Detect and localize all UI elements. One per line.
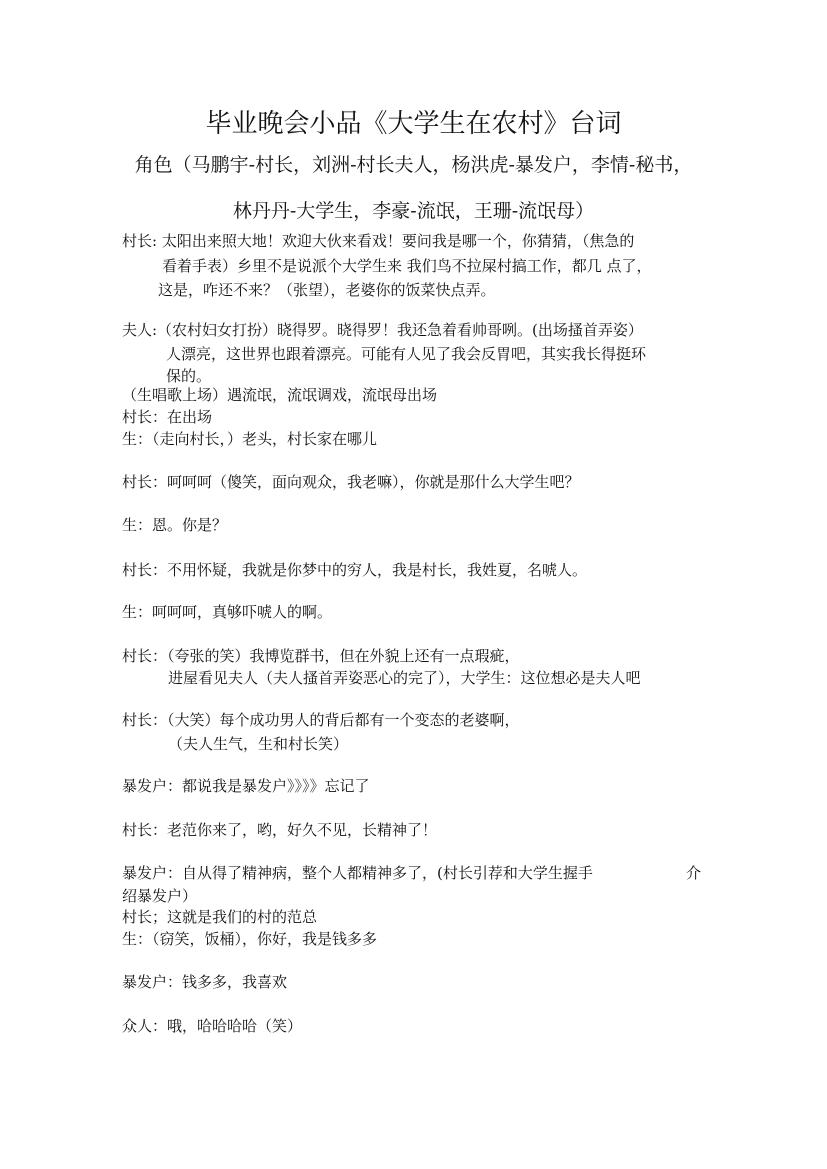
script-line: 村长：在出场 [122, 408, 213, 426]
script-line: 生：（走向村长，）老头，村长家在哪儿 [122, 430, 378, 448]
script-line: 保的。 [166, 367, 212, 385]
script-line: 村长：（大笑）每个成功男人的背后都有一个变态的老婆啊， [122, 711, 520, 729]
script-line: 村长: 太阳出来照大地！欢迎大伙来看戏！要问我是哪一个，你猜猜，（焦急的 [122, 232, 635, 250]
script-line: 村长：老范你来了，哟，好久不见，长精神了！ [122, 821, 438, 839]
script-line-fragment: 介 [686, 864, 702, 882]
script-line: 众人：哦，哈哈哈哈（笑） [122, 1017, 303, 1035]
script-line: 村长；这就是我们的村的范总 [122, 908, 318, 926]
script-line: 进屋看见夫人（夫人搔首弄姿恶心的完了），大学生：这位想必是夫人吧 [168, 669, 641, 687]
script-line: 夫人:（农村妇女打扮）晓得罗。晓得罗！我还急着看帅哥咧。(出场搔首弄姿） [122, 321, 643, 339]
script-line: 暴发户：自从得了精神病，整个人都精神多了，(村长引荐和大学生握手 [122, 864, 593, 882]
script-line: 看着手表）乡里不是说派个大学生来 我们鸟不拉屎村搞工作，都几 点了， [162, 257, 652, 275]
script-line: 人漂亮，这世界也跟着漂亮。可能有人见了我会反胃吧，其实我长得挺环 [166, 345, 647, 363]
script-line: 生：（窃笑，饭桶），你好，我是钱多多 [122, 930, 378, 948]
script-line: （生唱歌上场）遇流氓，流氓调戏，流氓母出场 [122, 386, 438, 404]
script-line: 村长：不用怀疑，我就是你梦中的穷人，我是村长，我姓夏，名唬人。 [122, 561, 588, 579]
script-line: 生：恩。你是？ [122, 516, 228, 534]
script-line: 生：呵呵呵，真够吓唬人的啊。 [122, 603, 333, 621]
script-line: 这是，咋还不来？（张望），老婆你的饭菜快点弄。 [158, 281, 496, 299]
roles-line: 角色（马鹏宇-村长，刘洲-村长夫人，杨洪虎-暴发户，李情-秘书， [134, 154, 693, 176]
document-title: 毕业晚会小品《大学生在农村》台词 [205, 109, 622, 139]
script-line: 村长：呵呵呵（傻笑，面向观众，我老嘛），你就是那什么大学生吧？ [122, 473, 580, 491]
script-line: 暴发户：钱多多，我喜欢 [122, 973, 288, 991]
roles-line: 林丹丹-大学生，李豪-流氓，王珊-流氓母） [232, 200, 595, 222]
script-line: 暴发户：都说我是暴发户》》》》忘记了 [122, 777, 370, 795]
script-line: 绍暴发户） [122, 887, 198, 905]
script-line: （夫人生气，生和村长笑） [168, 735, 349, 753]
script-line: 村长：（夸张的笑）我博览群书，但在外貌上还有一点瑕疵， [122, 647, 520, 665]
